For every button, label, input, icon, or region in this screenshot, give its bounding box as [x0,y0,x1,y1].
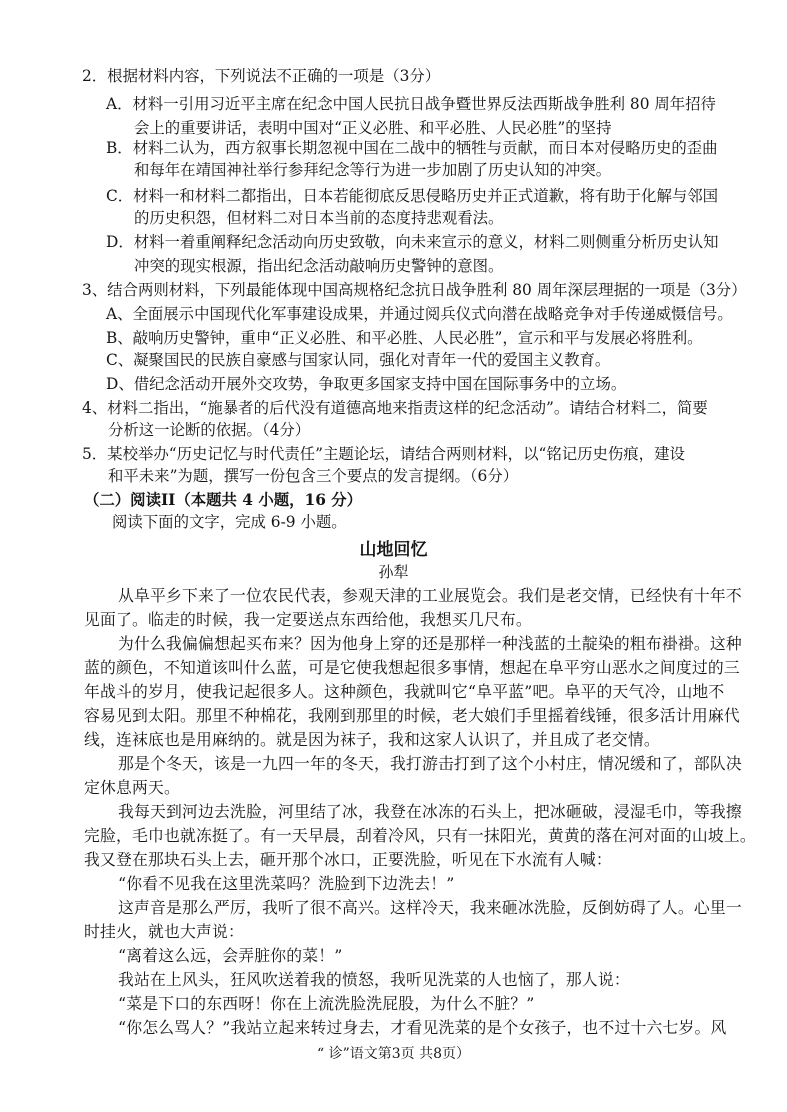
q2-option-b-cont: 和每年在靖国神社举行参拜纪念等行为进一步加剧了历史认知的冲突。 [134,161,612,179]
story-paragraph-line: 那是个冬天，该是一九四一年的冬天，我打游击打到了这个小村庄，情况缓和了，部队决 [118,754,742,773]
q2-option-c: C．材料一和材料二都指出，日本若能彻底反思侵略历史并正式道歉，将有助于化解与邻国 [106,187,719,205]
q5-line2: 和平未来”为题，撰写一份包含三个要点的发言提纲。（6分） [108,467,519,485]
story-paragraph-line: 见面了。临走的时候，我一定要送点东西给他，我想买几尺布。 [84,610,532,629]
q3-option-d: D、借纪念活动开展外交攻势，争取更多国家支持中国在国际事务中的立场。 [106,375,627,393]
q3-option-a: A、全面展示中国现代化军事建设成果，并通过阅兵仪式向潜在战略竞争对手传递威慑信号。 [106,305,733,323]
q2-option-d-cont: 冲突的现实根源，指出纪念活动敲响历史警钟的意图。 [134,257,504,275]
story-paragraph-line: 定休息两天。 [84,778,180,797]
q4-line1: 4、材料二指出，“施暴者的后代没有道德高地来指责这样的纪念活动”。请结合材料二，简要 [82,399,708,417]
story-paragraph-line: 时挂火，就也大声说： [84,922,244,941]
q2-option-b: B．材料二认为，西方叙事长期忽视中国在二战中的牺牲与贡献，而日本对侵略历史的歪曲 [106,139,718,157]
story-paragraph-line: 这声音是那么严厉，我听了很不高兴。这样冷天，我来砸冰洗脸，反倒妨碍了人。心里一 [118,898,742,917]
story-dialogue-line: “菜是下口的东西呀！你在上流洗脸洗屁股，为什么不脏？” [118,994,535,1013]
q2-stem: 2．根据材料内容，下列说法不正确的一项是（3分） [82,67,441,85]
story-paragraph-line: 从阜平乡下来了一位农民代表，参观天津的工业展览会。我们是老交情，已经快有十年不 [118,586,742,605]
story-paragraph-line: 年战斗的岁月，使我记起很多人。这种颜色，我就叫它“阜平蓝”吧。阜平的天气冷，山地不 [84,682,725,701]
story-dialogue-line: “你看不见我在这里洗菜吗？洗脸到下边洗去！” [118,874,455,893]
story-paragraph-line: 完脸，毛巾也就冻挺了。有一天早晨，刮着冷风，只有一抹阳光，黄黄的落在河对面的山坡上。 [84,826,756,845]
q3-option-b: B、敲响历史警钟，重申“正义必胜、和平必胜、人民必胜”，宣示和平与发展必将胜利。 [106,329,703,347]
q2-option-c-cont: 的历史积怨，但材料二对日本当前的态度持悲观看法。 [134,209,504,227]
story-paragraph-line: 我站在上风头，狂风吹送着我的愤怒，我听见洗菜的人也恼了，那人说： [118,970,630,989]
q2-option-d: D．材料一着重阐释纪念活动向历史致敬，向未来宣示的意义，材料二则侧重分析历史认知 [106,233,719,251]
section-heading: （二）阅读II（本题共 4 小题，16 分） [84,491,363,509]
story-paragraph-line: 我每天到河边去洗脸，河里结了冰，我登在冰冻的石头上，把冰砸破，浸湿毛巾，等我擦 [118,802,742,821]
q3-stem: 3、结合两则材料，下列最能体现中国高规格纪念抗日战争胜利 80 周年深层理据的一项是（3分） [82,281,747,299]
story-dialogue-line: “离着这么远，会弄脏你的菜！” [118,946,343,965]
story-paragraph-line: 蓝的颜色，不知道该叫什么蓝，可是它使我想起很多事情，想起在阜平穷山恶水之间度过的三 [84,658,740,677]
q4-line2: 分析这一论断的依据。（4分） [108,421,311,439]
q2-option-a-cont: 会上的重要讲话，表明中国对“正义必胜、和平必胜、人民必胜”的坚持 [134,119,612,137]
q2-option-a: A．材料一引用习近平主席在纪念中国人民抗日战争暨世界反法西斯战争胜利 80 周年招待 [106,95,716,113]
q3-option-c: C、凝聚国民的民族自豪感与国家认同，强化对青年一代的爱国主义教育。 [106,351,611,369]
story-paragraph-line: 容易见到太阳。那里不种棉花，我刚到那里的时候，老大娘们手里摇着线锤，很多活计用麻代 [84,706,740,725]
page-footer: “ 诊”语文第3页 共8页） [316,1046,471,1062]
story-paragraph-line: 我又登在那块石头上去，砸开那个冰口，正要洗脸，听见在下水流有人喊： [84,850,612,869]
story-author: 孙犁 [378,563,409,581]
story-paragraph-line: 线，连袜底也是用麻纳的。就是因为袜子，我和这家人认识了，并且成了老交情。 [84,730,660,749]
story-paragraph-line: 为什么我偏偏想起买布来？因为他身上穿的还是那样一种浅蓝的土靛染的粗布褂褂。这种 [118,634,742,653]
story-title: 山地回忆 [359,540,428,560]
reading-instruction: 阅读下面的文字，完成 6-9 小题。 [112,513,347,531]
story-dialogue-line: “你怎么骂人？”我站立起来转过身去，才看见洗菜的是个女孩子，也不过十六七岁。风 [118,1018,727,1037]
q5-line1: 5．某校举办“历史记忆与时代责任”主题论坛，请结合两则材料，以“铭记历史伤痕，建设 [82,445,685,463]
